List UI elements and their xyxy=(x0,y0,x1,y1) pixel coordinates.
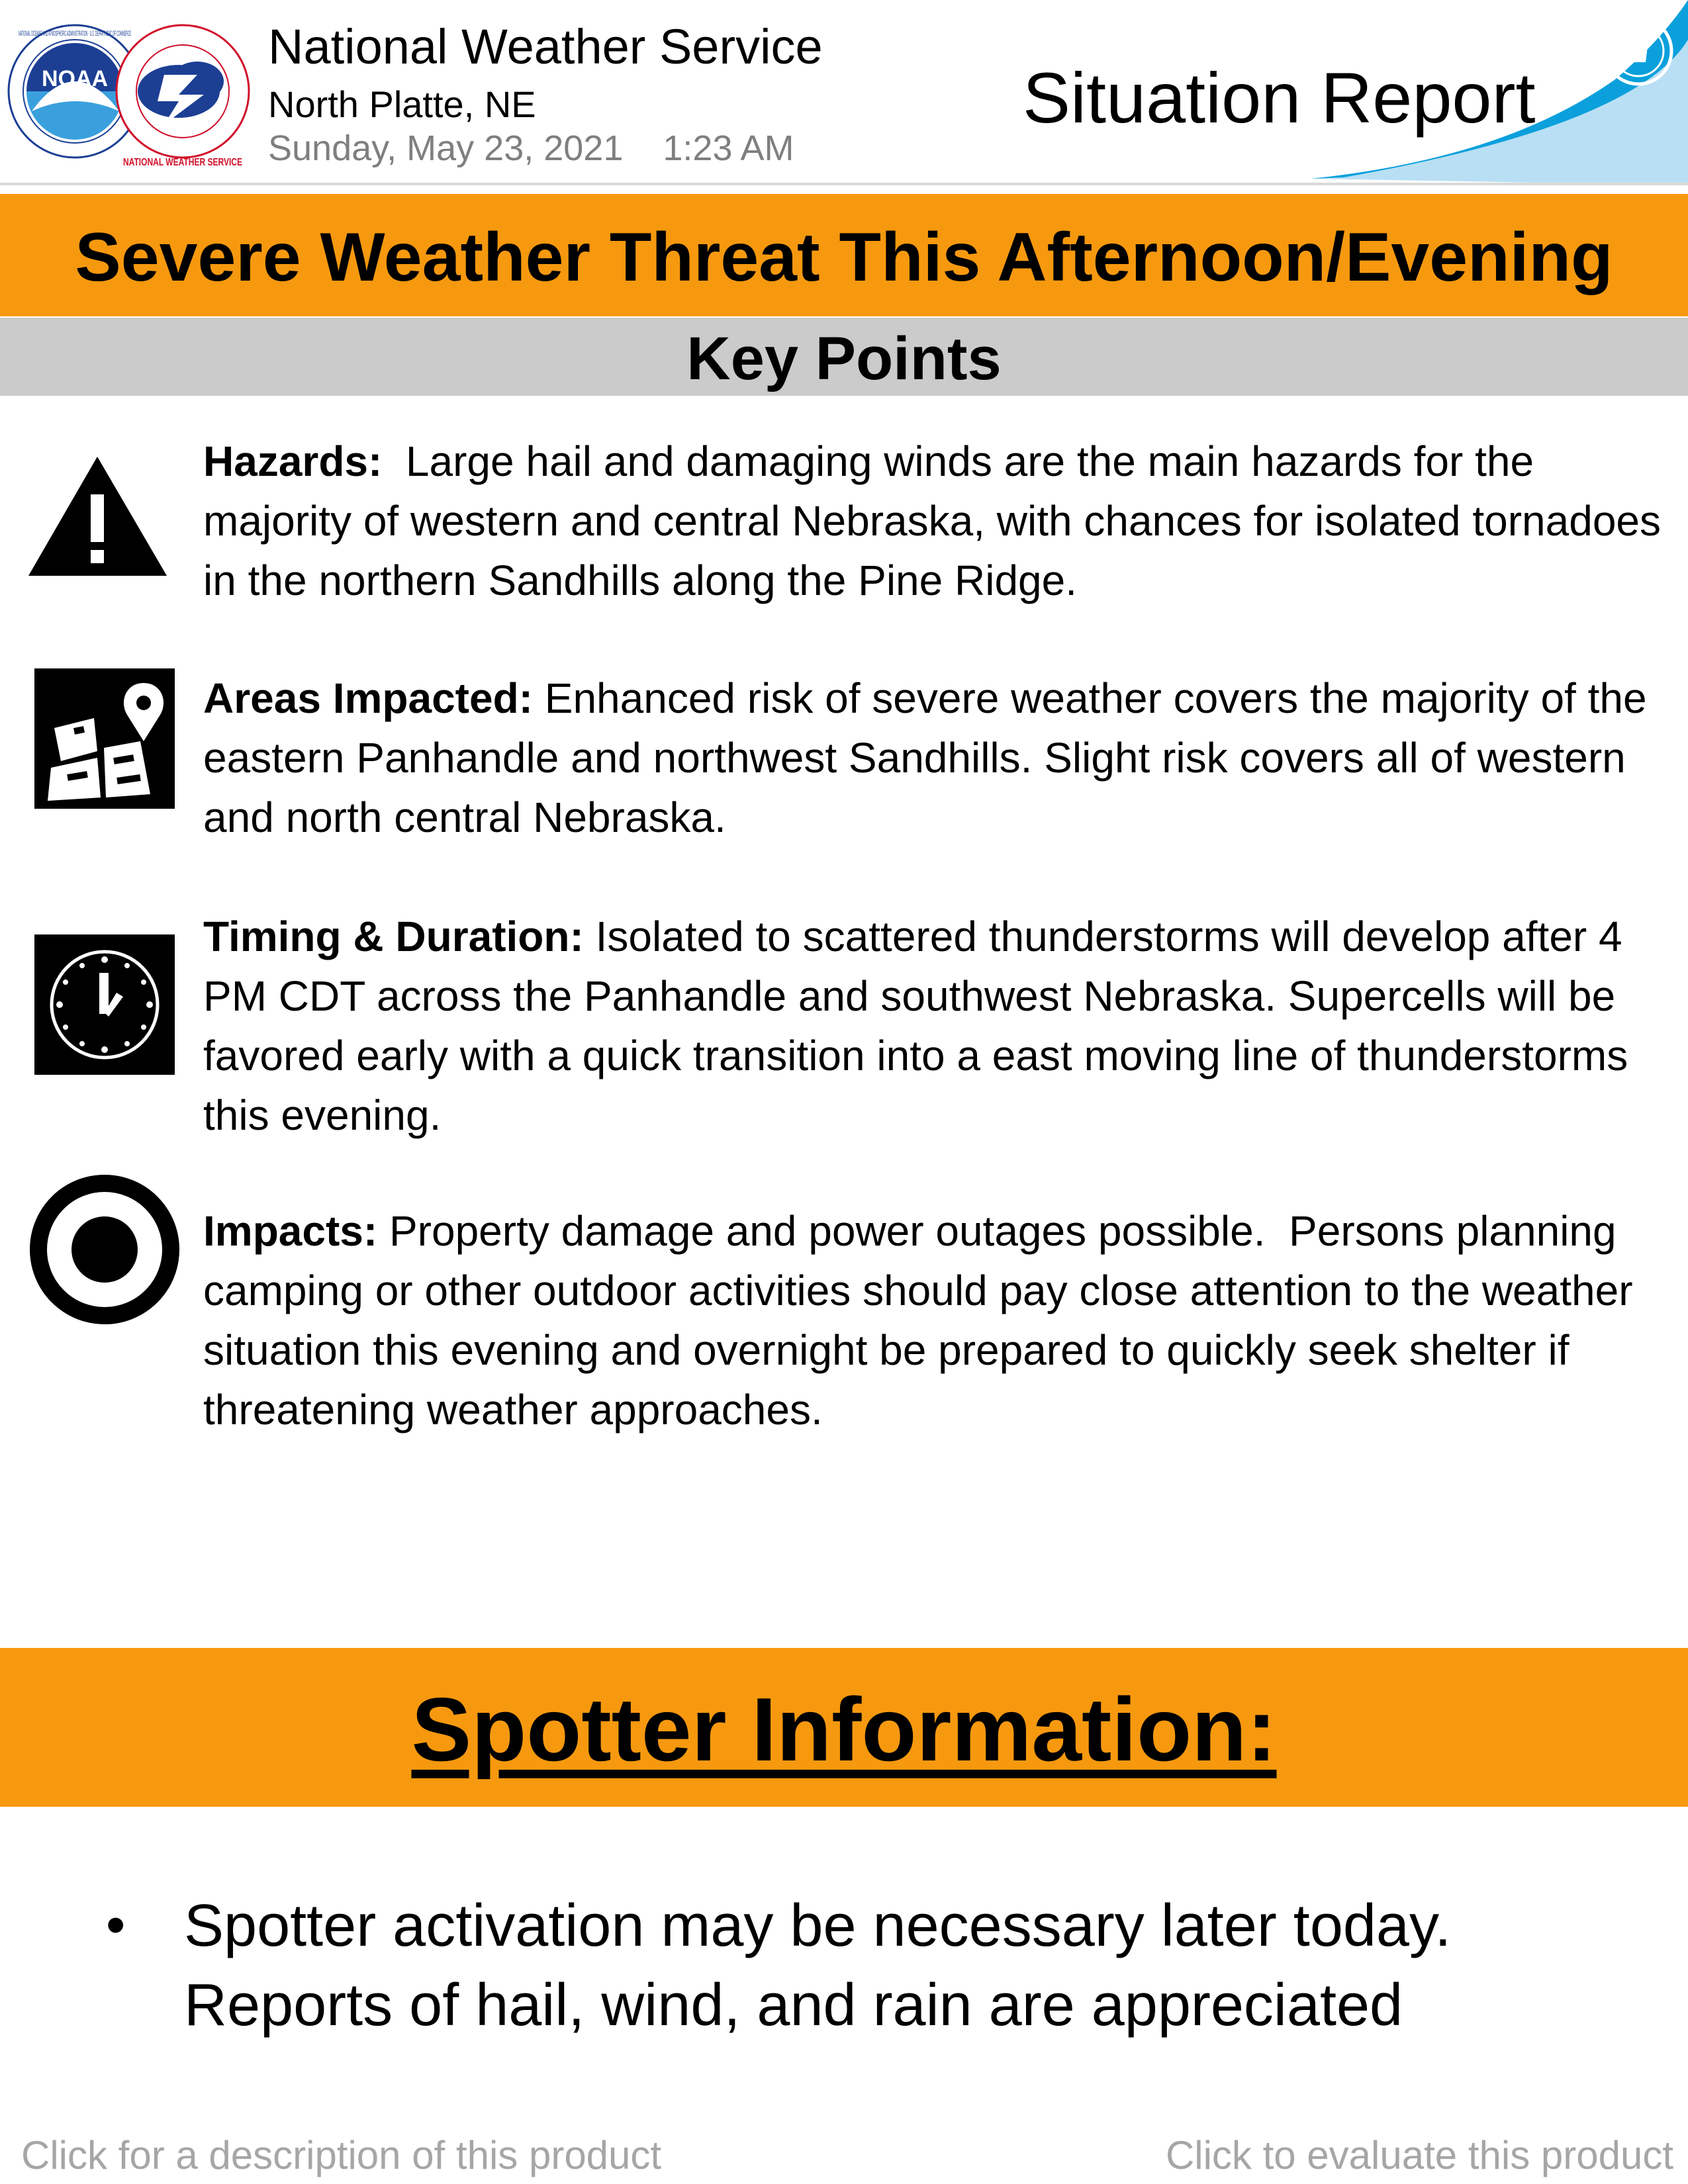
spotter-title: Spotter Information: xyxy=(411,1679,1277,1780)
areas-text: Enhanced risk of severe weather covers the majority of the eastern Panhandle and northwest Sandhills. Slight risk covers all of western and north central Nebraska. xyxy=(203,674,1659,841)
evaluate-product-link[interactable]: Click to evaluate this product xyxy=(1165,2133,1673,2177)
noaa-ring-text: NATIONAL OCEANIC AND ATMOSPHERIC ADMINISTRATION · U.S. DEPARTMENT OF COMMERCE xyxy=(19,30,131,38)
office-location: North Platte, NE xyxy=(268,83,536,125)
impacts-text: Property damage and power outages possible. Persons planning camping or other outdoor activities should pay close attention to the weather situation this evening and overnight be prepared to quickly seek shelter if threatening weather approaches. xyxy=(203,1207,1645,1433)
org-name: National Weather Service xyxy=(268,19,823,74)
key-point-areas xyxy=(203,668,1673,847)
timing-label: Timing & Duration: xyxy=(203,913,584,960)
key-point-timing xyxy=(203,907,1673,1145)
threat-title: Severe Weather Threat This Afternoon/Evening xyxy=(75,219,1613,296)
header-divider xyxy=(0,183,1688,185)
areas-label: Areas Impacted: xyxy=(203,674,533,722)
issued-datetime: Sunday, May 23, 2021 1:23 AM xyxy=(268,128,794,168)
timing-text: Isolated to scattered thunderstorms will develop after 4 PM CDT across the Panhandle and southwest Nebraska. Supercells will be favored early with a quick transition into a east moving line of thunderstorms this evening. xyxy=(203,913,1640,1139)
report-header xyxy=(0,0,1688,189)
svg-text:NOAA: NOAA xyxy=(41,66,109,91)
bullet-marker: • xyxy=(106,1893,126,1956)
clock-icon xyxy=(34,934,175,1075)
product-description-link[interactable]: Click for a description of this product xyxy=(21,2133,662,2177)
hazards-text: Large hail and damaging winds are the main hazards for the majority of western and central Nebraska, with chances for isolated tornadoes in the northern Sandhills along the Pine Ridge. xyxy=(203,437,1673,604)
spotter-line-2: Reports of hail, wind, and rain are appreciated xyxy=(184,1972,1403,2038)
key-point-hazards xyxy=(203,432,1673,610)
target-icon xyxy=(28,1173,181,1326)
commerce-seal-icon xyxy=(1602,15,1675,87)
key-points-heading: Key Points xyxy=(686,325,1002,392)
nws-logo xyxy=(117,25,249,168)
nws-ring-text: NATIONAL WEATHER SERVICE xyxy=(123,157,243,168)
key-point-impacts xyxy=(203,1201,1673,1439)
warning-icon xyxy=(26,453,169,579)
map-pin-icon xyxy=(34,668,175,809)
hazards-label: Hazards: xyxy=(203,437,383,485)
report-title: Situation Report xyxy=(1023,58,1536,138)
spotter-line-1: Spotter activation may be necessary later today. xyxy=(184,1893,1452,1959)
spotter-message xyxy=(184,1886,1451,2045)
nws-noaa-logos xyxy=(5,12,257,177)
impacts-label: Impacts: xyxy=(203,1207,378,1255)
